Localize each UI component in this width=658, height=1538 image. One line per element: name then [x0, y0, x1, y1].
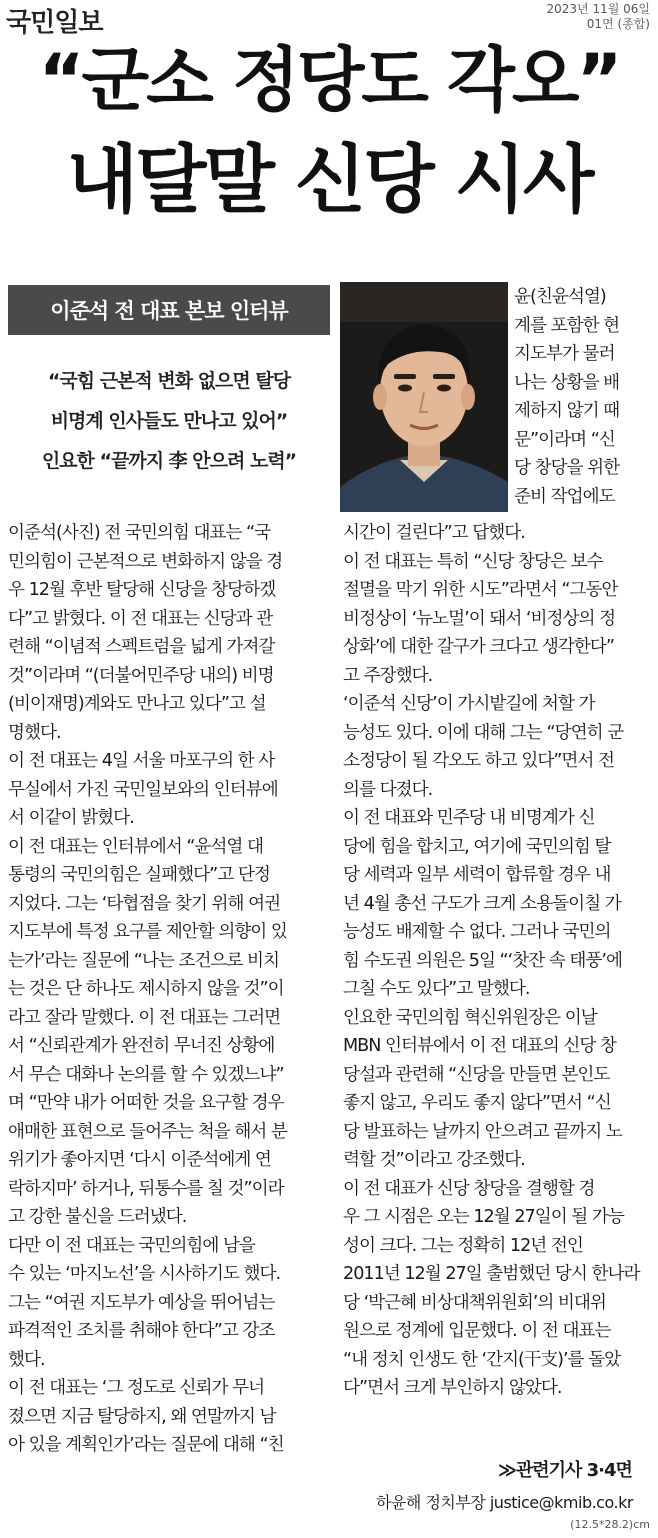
text-line: 당설과 관련해 “신당을 만들면 본인도 [343, 1064, 610, 1085]
text-line: 그칠 수도 있다”고 말했다. [343, 979, 530, 999]
text-line: 다”고 밝혔다. 이 전 대표는 신당과 관 [8, 608, 273, 629]
text-line: 서 “신뢰관계가 완전히 무너진 상황에 [8, 1036, 275, 1056]
text-line: 서 이같이 밝혔다. [8, 808, 134, 828]
subhead-line-3: 인요한 “끝까지 李 안으려 노력” [41, 450, 297, 472]
text-line: 성이 크다. 그는 정확히 12년 전인 [343, 1235, 583, 1256]
text-line: 수 있는 ‘마지노선’을 시사하기도 했다. [8, 1264, 281, 1284]
text-line: 라고 잘라 말했다. 이 전 대표는 그러면 [8, 1007, 281, 1028]
subhead-line-1: “국힘 근본적 변화 없으면 탈당 [47, 370, 291, 392]
body-right-top [514, 283, 619, 511]
text-line: 이 전 대표는 4일 서울 마포구의 한 사 [8, 751, 275, 771]
related-articles-link: ≫관련기사 3·4면 [498, 1460, 632, 1481]
text-line: 고 주장했다. [343, 665, 433, 686]
text-line: 지었다. 그는 ‘타협점을 찾기 위해 여권 [8, 893, 281, 914]
text-line: 당 세력과 일부 세력이 합류할 경우 내 [343, 865, 611, 885]
text-line: 년 4월 총선 구도가 크게 소용돌이칠 가 [343, 893, 621, 914]
text-line: 아 있을 계획인가’라는 질문에 대해 “친 [8, 1435, 284, 1455]
subhead-line-2: 비명계 인사들도 만나고 있어” [50, 410, 288, 432]
text-line: 지도부가 물러 [514, 344, 615, 364]
text-line: 능성도 있다. 이에 대해 그는 “당연히 군 [343, 722, 624, 743]
text-line: 이 전 대표는 특히 “신당 창당은 보수 [343, 551, 603, 572]
text-line: 당 ‘박근혜 비상대책위원회’의 비대위 [343, 1292, 606, 1313]
text-line: 는가’라는 질문에 “나는 조건으로 비치 [8, 950, 280, 971]
text-line: 이 전 대표는 인터뷰에서 “윤석열 대 [8, 836, 264, 857]
page-line: 01면 (종합) [586, 17, 650, 31]
headline-line-1: “군소 정당도 각오” [38, 39, 620, 121]
text-line: 2011년 12월 27일 출범했던 당시 한나라 [343, 1264, 640, 1284]
text-line: 이준석(사진) 전 국민의힘 대표는 “국 [8, 523, 271, 543]
text-line: 파격적인 조치를 취해야 한다”고 강조 [8, 1321, 275, 1341]
text-line: 당 발표하는 날까지 안으려고 끝까지 노 [343, 1121, 622, 1142]
text-line: 졌으면 지금 탈당하지, 왜 연말까지 남 [8, 1406, 276, 1427]
headline-line-2: 내달말 신당 시사 [66, 137, 592, 223]
text-line: 소정당이 될 각오도 하고 있다”면서 전 [343, 751, 615, 771]
text-line: 좋지 않고, 우리도 좋지 않다”면서 “신 [343, 1093, 611, 1113]
text-line: 력할 것”이라고 강조했다. [343, 1150, 525, 1170]
masthead-logo: 국민일보 [6, 8, 103, 38]
article-size-note: (12.5*28.2)cm [570, 1518, 650, 1531]
text-line: 계를 포함한 현 [514, 315, 620, 336]
text-line: 통령의 국민의힘은 실패했다”고 단정 [8, 865, 270, 885]
text-line: 애매한 표현으로 들어주는 척을 해서 분 [8, 1121, 287, 1142]
text-line: ‘이준석 신당’이 가시밭길에 처할 가 [343, 694, 595, 714]
text-line: 는 것은 단 하나도 제시하지 않을 것”이 [8, 979, 284, 999]
text-line: 우 그 시점은 오는 12월 27일이 될 가능 [343, 1207, 624, 1227]
text-line: MBN 인터뷰에서 이 전 대표의 신당 창 [343, 1036, 616, 1056]
text-line: 락하지마’ 하거나, 뒤통수를 칠 것”이라 [8, 1178, 284, 1199]
text-line: 이 전 대표와 민주당 내 비명계가 신 [343, 808, 595, 828]
date-line: 2023년 11월 06일 [546, 2, 650, 16]
text-line: “내 정치 인생도 한 ‘간지(干支)’를 돌았 [343, 1349, 621, 1370]
text-line: 다만 이 전 대표는 국민의힘에 남을 [8, 1235, 255, 1256]
text-line: 상화’에 대한 갈구가 크다고 생각한다” [343, 637, 615, 657]
text-line: 힘 수도권 의원은 5일 “‘찻잔 속 태풍’에 [343, 950, 622, 971]
text-line: 했다. [8, 1349, 45, 1370]
text-line: 당에 힘을 합치고, 여기에 국민의힘 탈 [343, 836, 611, 857]
interview-banner: 이준석 전 대표 본보 인터뷰 [8, 285, 330, 335]
text-line: 인요한 국민의힘 혁신위원장은 이날 [343, 1007, 597, 1028]
text-line: 제하지 않기 때 [514, 401, 620, 421]
text-line: 의를 다졌다. [343, 779, 433, 800]
text-line: 다”면서 크게 부인하지 않았다. [343, 1378, 562, 1398]
portrait-photo [340, 282, 508, 512]
text-line: 나는 상황을 배 [514, 372, 620, 393]
text-line: 무실에서 가진 국민일보와의 인터뷰에 [8, 779, 278, 800]
text-line: 능성도 배제할 수 없다. 그러나 국민의 [343, 922, 611, 942]
text-line: 준비 작업에도 [514, 486, 615, 507]
text-line: 련해 “이념적 스펙트럼을 넓게 가져갈 [8, 637, 275, 657]
text-line: 원으로 정계에 입문했다. 이 전 대표는 [343, 1321, 611, 1341]
text-line: 민의힘이 근본적으로 변화하지 않을 경 [8, 551, 283, 572]
text-line: 것”이라며 “(더불어민주당 내의) 비명 [8, 665, 274, 686]
text-line: 명했다. [8, 722, 61, 743]
byline: 하윤해 정치부장 justice@kmib.co.kr [376, 1493, 633, 1512]
text-line: 지도부에 특정 요구를 제안할 의향이 있 [8, 922, 287, 942]
body-right-column [343, 519, 639, 1403]
text-line: 이 전 대표가 신당 창당을 결행할 경 [343, 1178, 595, 1199]
text-line: 비정상이 ‘뉴노멀’이 돼서 ‘비정상의 정 [343, 608, 616, 629]
text-line: 윤(친윤석열) [514, 287, 606, 307]
text-line: 그는 “여권 지도부가 예상을 뛰어넘는 [8, 1292, 275, 1313]
text-line: 우 12월 후반 탈당해 신당을 창당하겠 [8, 580, 276, 600]
text-line: 고 강한 불신을 드러냈다. [8, 1207, 187, 1227]
text-line: 이 전 대표는 ‘그 정도로 신뢰가 무너 [8, 1378, 265, 1398]
text-line: 시간이 걸린다”고 답했다. [343, 523, 525, 543]
text-line: 며 “만약 내가 어떠한 것을 요구할 경우 [8, 1093, 284, 1113]
text-line: 절멸을 막기 위한 시도”라면서 “그동안 [343, 580, 618, 600]
date-block [547, 2, 650, 32]
text-line: 당 창당을 위한 [514, 458, 620, 478]
text-line: (비이재명)계와도 만나고 있다”고 설 [8, 694, 266, 714]
text-line: 문”이라며 “신 [514, 429, 615, 450]
text-line: 위기가 좋아지면 ‘다시 이준석에게 연 [8, 1150, 271, 1170]
body-left-column [8, 519, 287, 1460]
text-line: 서 무슨 대화나 논의를 할 수 있겠느냐” [8, 1064, 284, 1085]
